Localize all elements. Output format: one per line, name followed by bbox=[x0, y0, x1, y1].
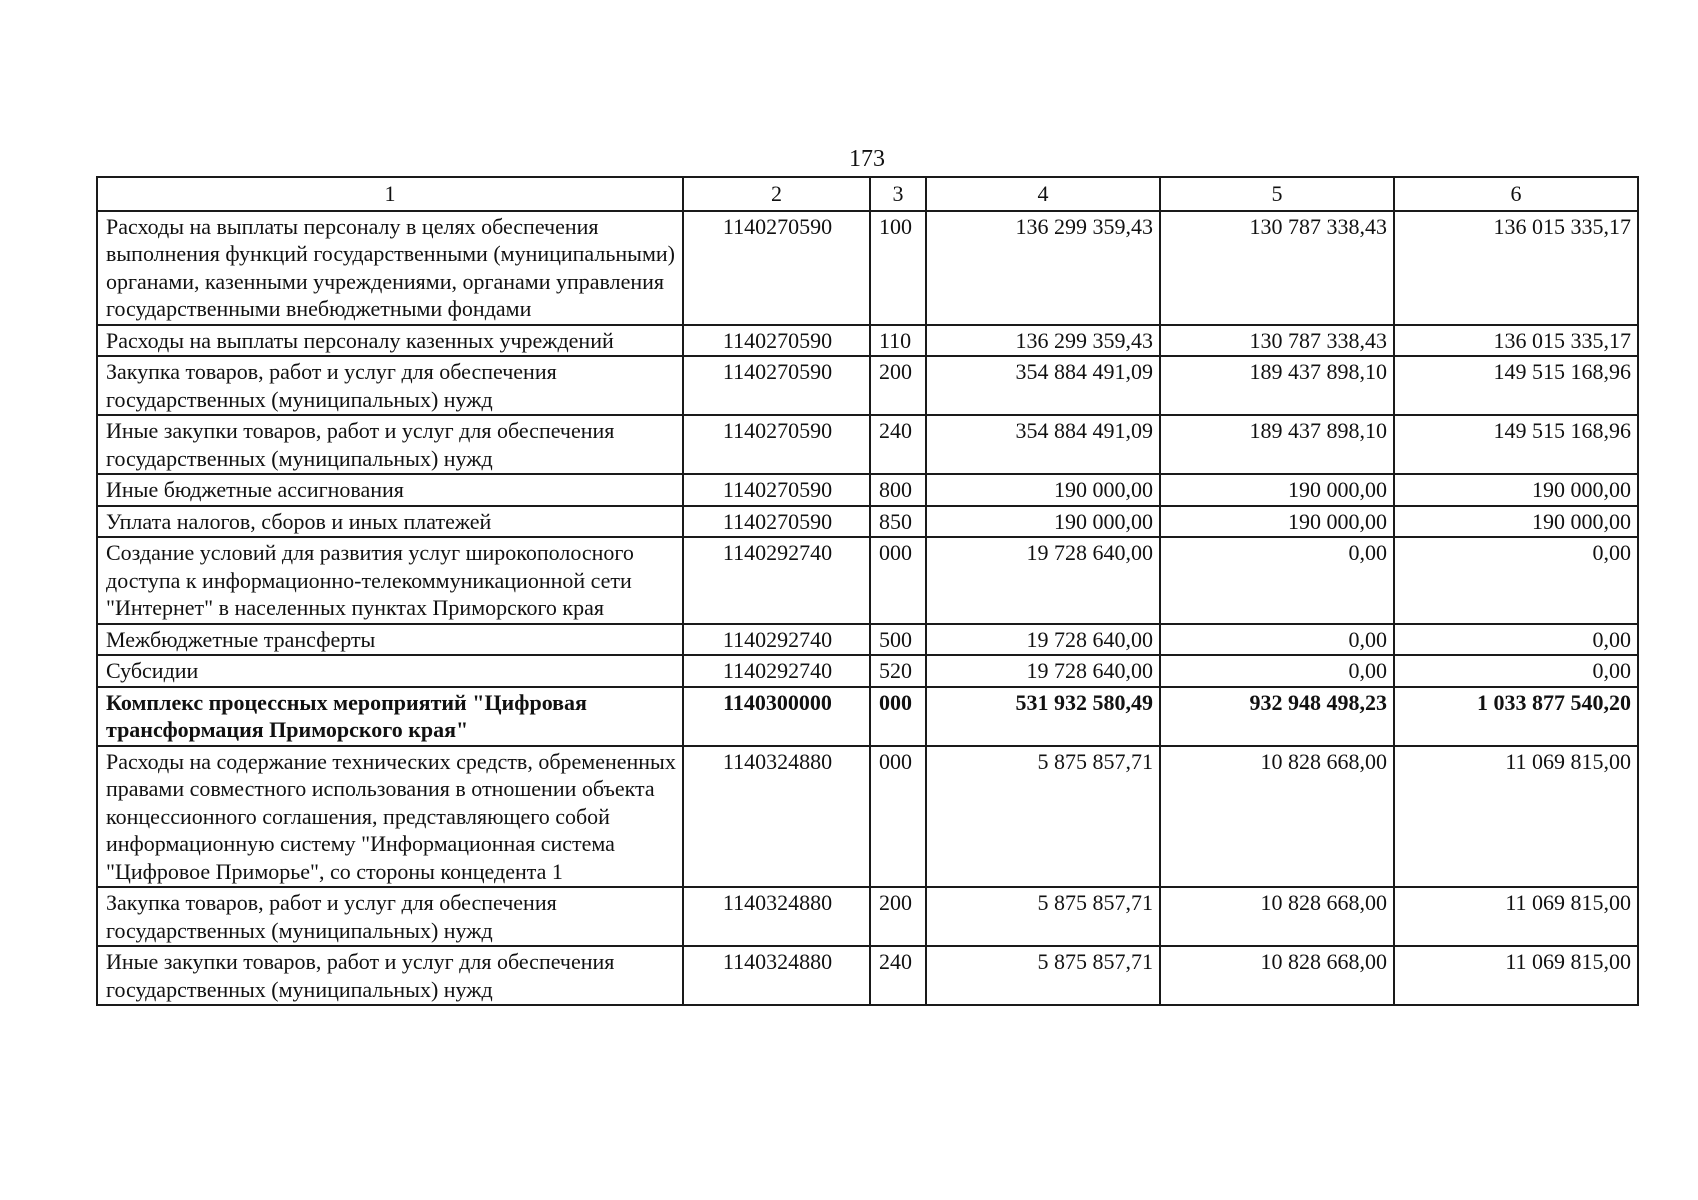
amount-column-4-cell: 190 000,00 bbox=[926, 506, 1160, 538]
amount-column-4-cell: 5 875 857,71 bbox=[926, 946, 1160, 1005]
table-row bbox=[97, 211, 1638, 325]
table-row bbox=[97, 624, 1638, 656]
amount-column-6-cell: 11 069 815,00 bbox=[1394, 946, 1638, 1005]
target-article-code-cell: 1140270590 bbox=[683, 325, 870, 357]
amount-column-4-cell: 354 884 491,09 bbox=[926, 415, 1160, 474]
target-article-code-cell: 1140270590 bbox=[683, 211, 870, 325]
amount-column-5-cell: 0,00 bbox=[1160, 655, 1394, 687]
expense-type-code-cell: 850 bbox=[870, 506, 926, 538]
amount-column-6-cell: 190 000,00 bbox=[1394, 506, 1638, 538]
amount-column-6-cell: 1 033 877 540,20 bbox=[1394, 687, 1638, 746]
amount-column-6-cell: 136 015 335,17 bbox=[1394, 211, 1638, 325]
column-header: 3 bbox=[870, 177, 926, 211]
table-row bbox=[97, 506, 1638, 538]
expense-name-cell: Уплата налогов, сборов и иных платежей bbox=[97, 506, 683, 538]
table-row bbox=[97, 474, 1638, 506]
column-header: 4 bbox=[926, 177, 1160, 211]
expense-name-cell: Закупка товаров, работ и услуг для обеспечения государственных (муниципальных) нужд bbox=[97, 887, 683, 946]
target-article-code-cell: 1140292740 bbox=[683, 655, 870, 687]
amount-column-4-cell: 136 299 359,43 bbox=[926, 325, 1160, 357]
target-article-code-cell: 1140270590 bbox=[683, 356, 870, 415]
amount-column-4-cell: 5 875 857,71 bbox=[926, 746, 1160, 888]
amount-column-6-cell: 0,00 bbox=[1394, 655, 1638, 687]
target-article-code-cell: 1140270590 bbox=[683, 474, 870, 506]
expense-type-code-cell: 240 bbox=[870, 415, 926, 474]
expense-name-cell: Межбюджетные трансферты bbox=[97, 624, 683, 656]
expense-type-code-cell: 240 bbox=[870, 946, 926, 1005]
amount-column-6-cell: 11 069 815,00 bbox=[1394, 746, 1638, 888]
column-header: 2 bbox=[683, 177, 870, 211]
table-row bbox=[97, 537, 1638, 624]
expense-name-cell: Иные закупки товаров, работ и услуг для обеспечения государственных (муниципальных) нужд bbox=[97, 415, 683, 474]
expense-name-cell: Комплекс процессных мероприятий "Цифровая трансформация Приморского края" bbox=[97, 687, 683, 746]
table-body bbox=[97, 211, 1638, 1006]
amount-column-5-cell: 189 437 898,10 bbox=[1160, 356, 1394, 415]
expense-type-code-cell: 110 bbox=[870, 325, 926, 357]
target-article-code-cell: 1140292740 bbox=[683, 537, 870, 624]
amount-column-4-cell: 19 728 640,00 bbox=[926, 537, 1160, 624]
column-header: 5 bbox=[1160, 177, 1394, 211]
expense-type-code-cell: 200 bbox=[870, 356, 926, 415]
column-header: 1 bbox=[97, 177, 683, 211]
amount-column-4-cell: 5 875 857,71 bbox=[926, 887, 1160, 946]
amount-column-6-cell: 149 515 168,96 bbox=[1394, 356, 1638, 415]
expense-name-cell: Субсидии bbox=[97, 655, 683, 687]
amount-column-5-cell: 130 787 338,43 bbox=[1160, 211, 1394, 325]
table-header-row bbox=[97, 177, 1638, 211]
budget-table bbox=[96, 176, 1639, 1006]
expense-type-code-cell: 000 bbox=[870, 537, 926, 624]
table-row bbox=[97, 946, 1638, 1005]
target-article-code-cell: 1140324880 bbox=[683, 946, 870, 1005]
amount-column-5-cell: 130 787 338,43 bbox=[1160, 325, 1394, 357]
amount-column-6-cell: 136 015 335,17 bbox=[1394, 325, 1638, 357]
table-row bbox=[97, 325, 1638, 357]
column-header: 6 bbox=[1394, 177, 1638, 211]
amount-column-4-cell: 354 884 491,09 bbox=[926, 356, 1160, 415]
amount-column-6-cell: 190 000,00 bbox=[1394, 474, 1638, 506]
amount-column-5-cell: 10 828 668,00 bbox=[1160, 887, 1394, 946]
table-row bbox=[97, 746, 1638, 888]
amount-column-6-cell: 11 069 815,00 bbox=[1394, 887, 1638, 946]
table-row bbox=[97, 687, 1638, 746]
amount-column-5-cell: 0,00 bbox=[1160, 537, 1394, 624]
amount-column-5-cell: 10 828 668,00 bbox=[1160, 746, 1394, 888]
expense-type-code-cell: 800 bbox=[870, 474, 926, 506]
page-number: 173 bbox=[849, 146, 885, 172]
target-article-code-cell: 1140324880 bbox=[683, 746, 870, 888]
table-row bbox=[97, 356, 1638, 415]
amount-column-6-cell: 149 515 168,96 bbox=[1394, 415, 1638, 474]
expense-type-code-cell: 000 bbox=[870, 687, 926, 746]
amount-column-5-cell: 190 000,00 bbox=[1160, 474, 1394, 506]
target-article-code-cell: 1140270590 bbox=[683, 415, 870, 474]
expense-name-cell: Создание условий для развития услуг широкополосного доступа к информационно-телекоммуникационной сети "Интернет" в населенных пунктах Приморского края bbox=[97, 537, 683, 624]
table-row bbox=[97, 655, 1638, 687]
amount-column-6-cell: 0,00 bbox=[1394, 624, 1638, 656]
expense-type-code-cell: 520 bbox=[870, 655, 926, 687]
expense-type-code-cell: 500 bbox=[870, 624, 926, 656]
amount-column-4-cell: 19 728 640,00 bbox=[926, 624, 1160, 656]
amount-column-5-cell: 10 828 668,00 bbox=[1160, 946, 1394, 1005]
expense-name-cell: Иные закупки товаров, работ и услуг для обеспечения государственных (муниципальных) нужд bbox=[97, 946, 683, 1005]
table-row bbox=[97, 887, 1638, 946]
target-article-code-cell: 1140300000 bbox=[683, 687, 870, 746]
amount-column-4-cell: 190 000,00 bbox=[926, 474, 1160, 506]
expense-type-code-cell: 100 bbox=[870, 211, 926, 325]
target-article-code-cell: 1140292740 bbox=[683, 624, 870, 656]
expense-name-cell: Иные бюджетные ассигнования bbox=[97, 474, 683, 506]
expense-name-cell: Расходы на содержание технических средств, обремененных правами совместного использования в отношении объекта концессионного соглашения, представляющего собой информационную систему "Информационная система "Цифровое Приморье", со стороны концедента 1 bbox=[97, 746, 683, 888]
amount-column-5-cell: 189 437 898,10 bbox=[1160, 415, 1394, 474]
expense-name-cell: Расходы на выплаты персоналу в целях обеспечения выполнения функций государственными (муниципальными) органами, казенными учреждениями, органами управления государственными внебюджетными фондами bbox=[97, 211, 683, 325]
amount-column-6-cell: 0,00 bbox=[1394, 537, 1638, 624]
amount-column-4-cell: 19 728 640,00 bbox=[926, 655, 1160, 687]
amount-column-5-cell: 190 000,00 bbox=[1160, 506, 1394, 538]
amount-column-4-cell: 531 932 580,49 bbox=[926, 687, 1160, 746]
expense-type-code-cell: 200 bbox=[870, 887, 926, 946]
table-row bbox=[97, 415, 1638, 474]
expense-name-cell: Закупка товаров, работ и услуг для обеспечения государственных (муниципальных) нужд bbox=[97, 356, 683, 415]
target-article-code-cell: 1140324880 bbox=[683, 887, 870, 946]
amount-column-5-cell: 0,00 bbox=[1160, 624, 1394, 656]
expense-type-code-cell: 000 bbox=[870, 746, 926, 888]
target-article-code-cell: 1140270590 bbox=[683, 506, 870, 538]
amount-column-5-cell: 932 948 498,23 bbox=[1160, 687, 1394, 746]
amount-column-4-cell: 136 299 359,43 bbox=[926, 211, 1160, 325]
expense-name-cell: Расходы на выплаты персоналу казенных учреждений bbox=[97, 325, 683, 357]
